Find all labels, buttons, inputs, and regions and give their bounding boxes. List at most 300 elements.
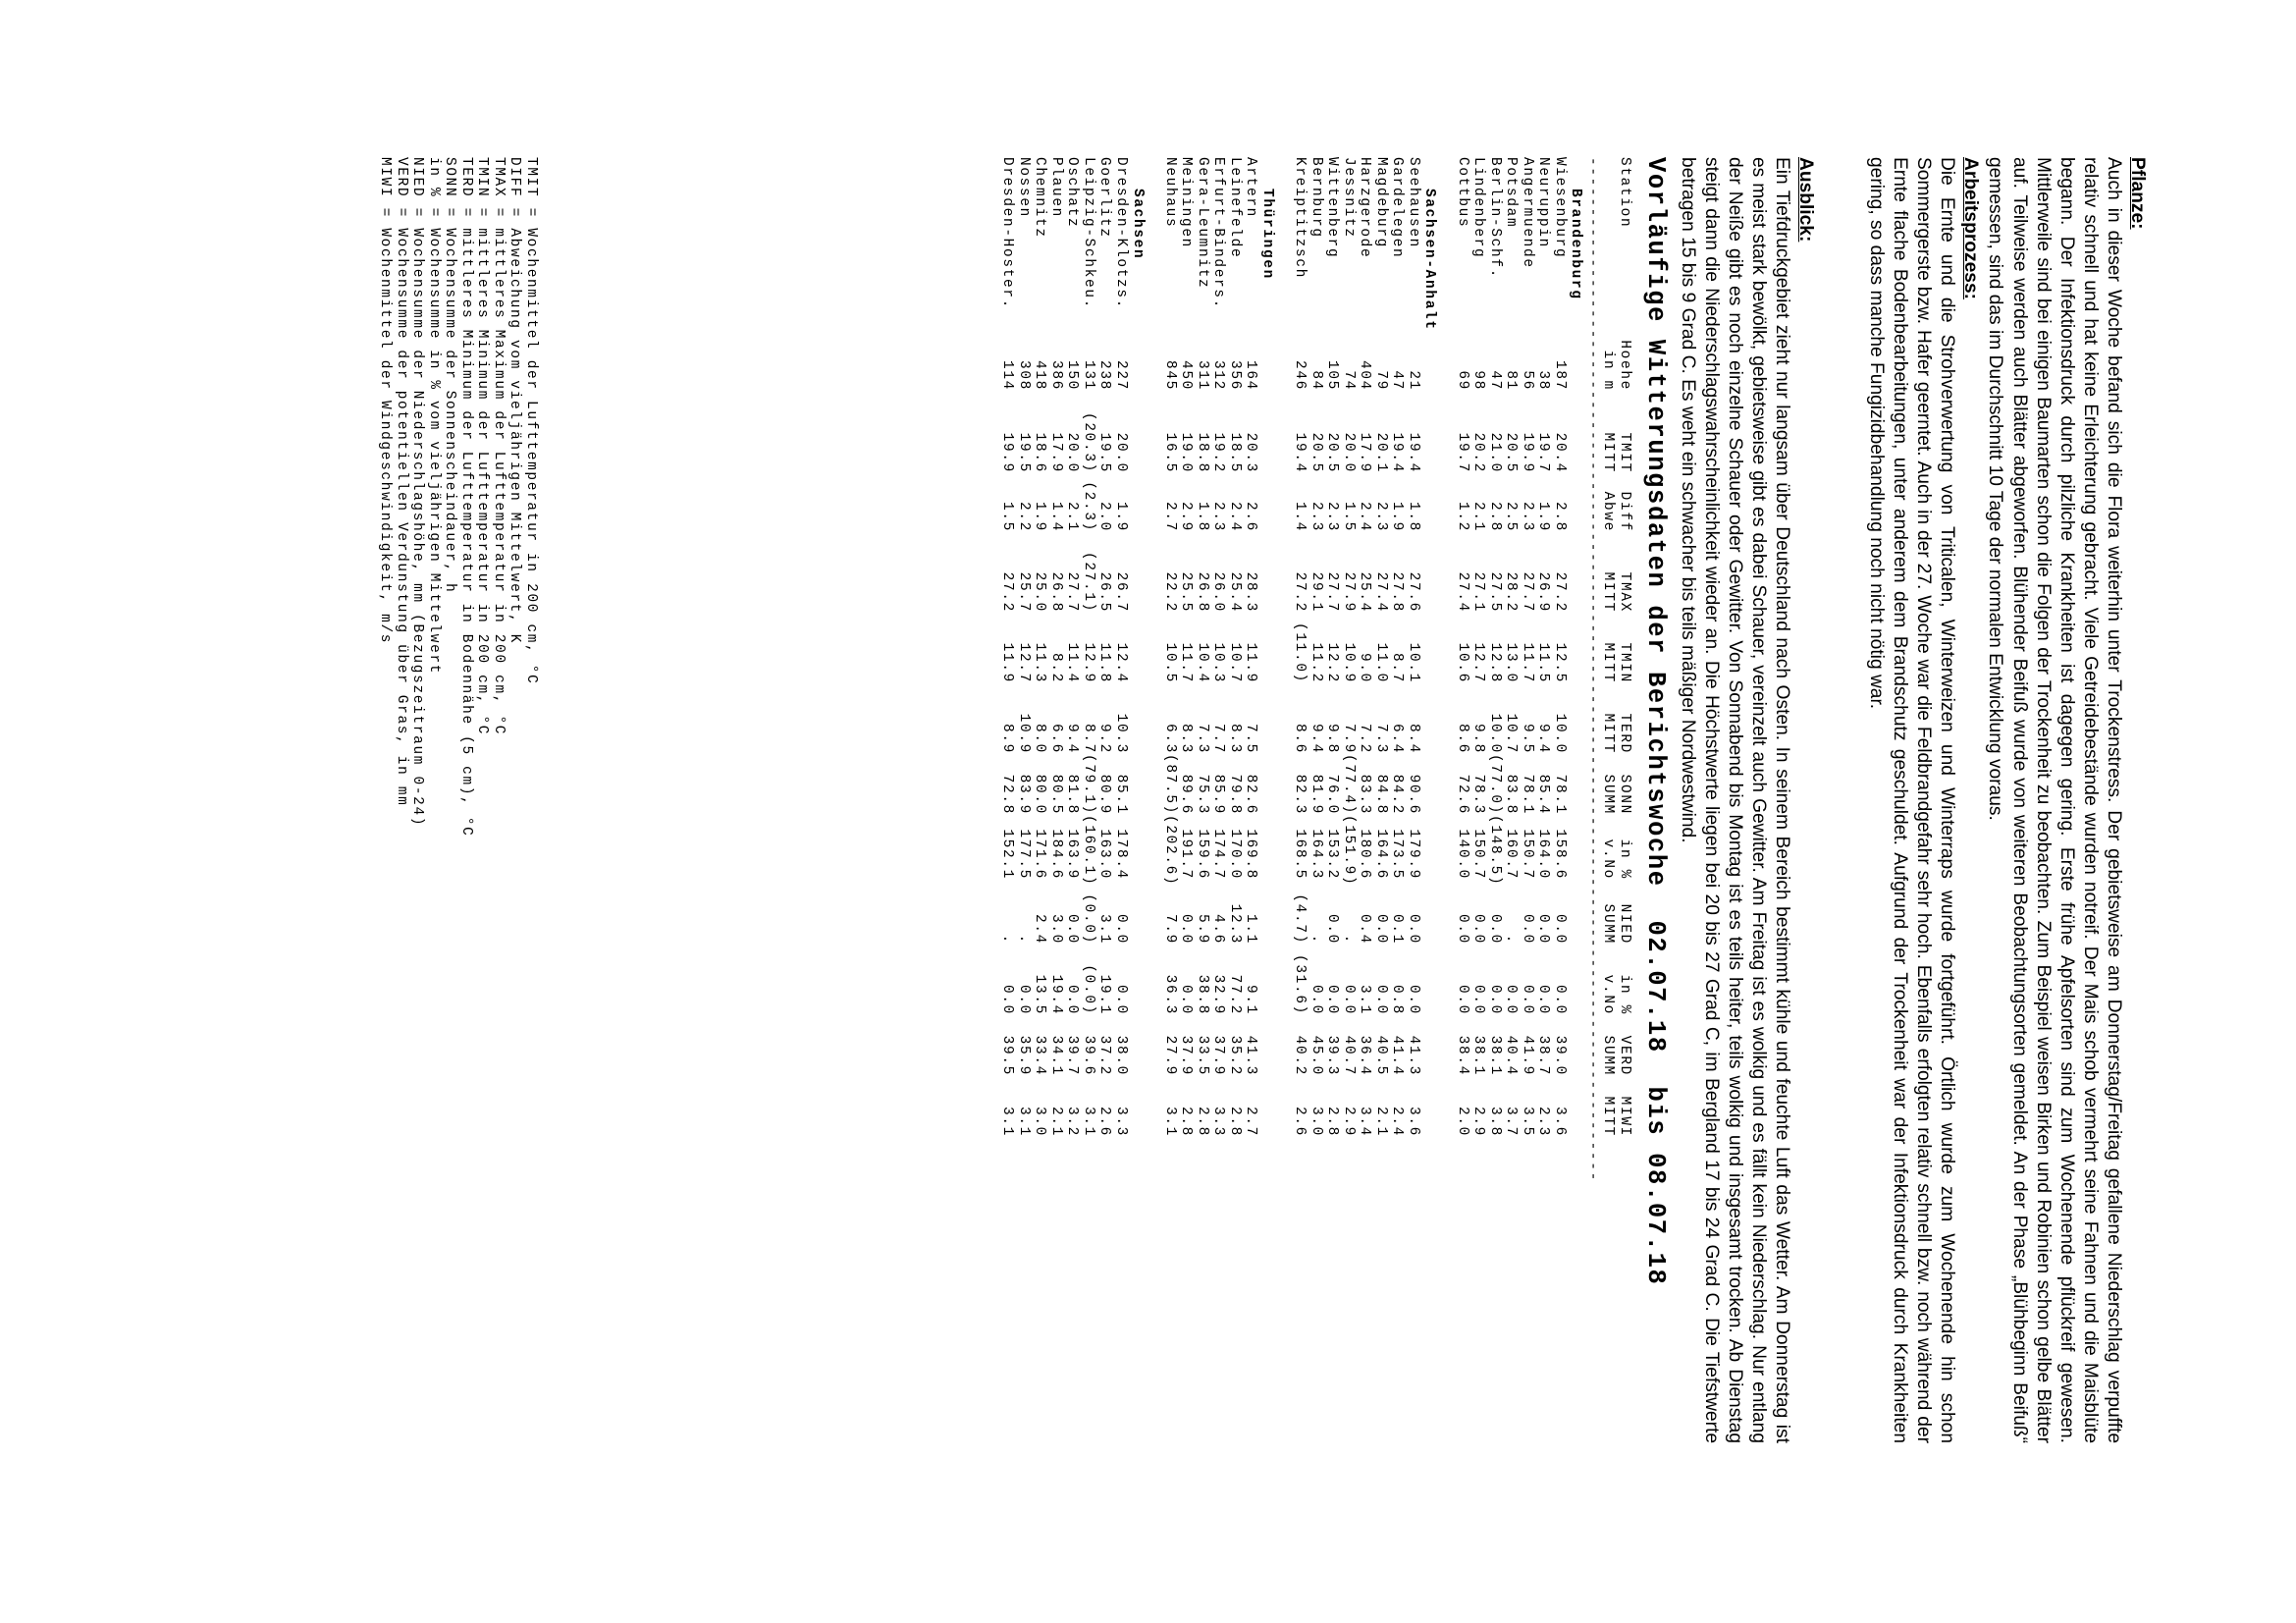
table-cell: 153.2 <box>1324 829 1341 880</box>
table-cell: 39.7 <box>1064 1035 1081 1076</box>
table-cell: in % <box>1617 839 1632 880</box>
table-cell: 40.4 <box>1503 1035 1520 1076</box>
table-cell: 7.3 <box>1194 723 1210 754</box>
table-cell: 1.8 <box>1405 501 1421 532</box>
table-cell: 81 <box>1503 370 1520 391</box>
table-cell: 2.1 <box>1470 501 1487 532</box>
table-cell: VERD <box>1617 1035 1632 1076</box>
table-cell: 16.5 <box>1161 432 1178 473</box>
table-cell: 90.6 <box>1405 774 1421 815</box>
table-row <box>1032 157 1048 1182</box>
state-heading-row <box>1129 157 1146 1182</box>
table-cell: 89.6 <box>1178 774 1195 815</box>
table-cell: Potsdam <box>1503 157 1520 229</box>
table-cell: Magdeburg <box>1372 157 1389 249</box>
table-cell: Artern <box>1243 157 1259 219</box>
table-cell: 12.9 <box>1080 642 1096 683</box>
table-cell: (151.9) <box>1340 815 1357 887</box>
table-cell: 3.1 <box>1096 913 1113 945</box>
table-cell: 0.0 <box>1486 984 1503 1015</box>
table-cell: Chemnitz <box>1032 157 1048 239</box>
table-cell: Leipzig-Schkeu. <box>1080 157 1096 310</box>
table-cell: 114 <box>999 359 1016 391</box>
table-cell: 0.0 <box>1535 913 1552 945</box>
state-heading: Sachsen-Anhalt <box>1421 189 1438 331</box>
legend-item: SONN = Wochensumme der Sonnenscheindauer, h <box>442 157 458 594</box>
table-cell: 0.0 <box>1454 984 1470 1015</box>
table-row <box>1226 157 1243 1182</box>
table-row <box>1405 157 1421 1182</box>
table-cell: 3.8 <box>1486 1106 1503 1137</box>
table-cell: 845 <box>1161 359 1178 391</box>
table-cell: 150.7 <box>1519 829 1535 880</box>
table-cell: 56 <box>1519 370 1535 391</box>
table-cell: 39.3 <box>1324 1035 1341 1076</box>
table-row <box>1080 157 1096 1182</box>
state-heading: Sachsen <box>1129 189 1146 260</box>
table-row <box>1486 157 1503 1182</box>
table-cell: 8.4 <box>1405 723 1421 754</box>
table-cell: 2.4 <box>1357 501 1373 532</box>
table-cell: Oschatz <box>1064 157 1081 229</box>
table-cell: Hoehe <box>1617 340 1632 391</box>
table-cell: 9.4 <box>1064 723 1081 754</box>
table-cell: 19.9 <box>999 432 1016 473</box>
table-cell: 0.0 <box>1178 984 1195 1015</box>
table-cell: 386 <box>1047 359 1064 391</box>
weather-data-table <box>999 157 1632 1182</box>
table-cell: 8.9 <box>999 723 1016 754</box>
table-cell: v.No <box>1600 974 1617 1015</box>
section-pflanze <box>1983 157 2149 1443</box>
table-cell: 3.1 <box>1357 984 1373 1015</box>
table-row <box>1243 157 1259 1182</box>
table-cell: 7.3 <box>1372 723 1389 754</box>
state-heading-row <box>1258 157 1275 1182</box>
table-cell: 33.5 <box>1194 1035 1210 1076</box>
table-cell: (148.5) <box>1486 815 1503 887</box>
table-cell: 12.7 <box>1470 642 1487 683</box>
table-cell: 0.0 <box>1113 984 1130 1015</box>
table-cell: 418 <box>1032 359 1048 391</box>
table-cell: 2.8 <box>1194 1106 1210 1137</box>
table-cell: 18.8 <box>1194 432 1210 473</box>
table-cell: 2.1 <box>1372 1106 1389 1137</box>
table-row <box>1047 157 1064 1182</box>
table-cell: 41.4 <box>1389 1035 1406 1076</box>
table-cell: 9.5 <box>1519 723 1535 754</box>
table-cell: MITT <box>1600 571 1617 613</box>
table-cell: 10.3 <box>1210 642 1227 683</box>
table-cell: (27.1) <box>1080 551 1096 613</box>
report-title: Vorläufige Witterungsdaten der Berichtswoche 02.07.18 bis 08.07.18 <box>1641 157 1670 1286</box>
table-cell: MITT <box>1600 1096 1617 1137</box>
table-cell: 12.7 <box>1015 642 1032 683</box>
table-cell: 47 <box>1486 370 1503 391</box>
table-cell: 20.0 <box>1340 432 1357 473</box>
table-cell: Seehausen <box>1405 157 1421 249</box>
table-cell: 9.8 <box>1324 723 1341 754</box>
table-cell: 45.0 <box>1308 1035 1324 1076</box>
table-cell: 2.3 <box>1535 1106 1552 1137</box>
table-cell: in % <box>1617 974 1632 1015</box>
table-cell: 12.5 <box>1551 642 1568 683</box>
table-cell: 27.7 <box>1064 571 1081 613</box>
table-cell: 2.9 <box>1178 501 1195 532</box>
table-cell: 0.0 <box>1064 913 1081 945</box>
table-cell: 163.9 <box>1064 829 1081 880</box>
table-cell: 80.0 <box>1032 774 1048 815</box>
table-cell: 12.3 <box>1226 903 1243 945</box>
table-cell: 10.3 <box>1113 713 1130 754</box>
table-cell: 27.4 <box>1454 571 1470 613</box>
table-cell: 41.3 <box>1405 1035 1421 1076</box>
table-cell: 312 <box>1210 359 1227 391</box>
table-cell: 3.7 <box>1503 1106 1520 1137</box>
section-heading-arbeitsprozess: Arbeitsprozess: <box>1960 157 1981 300</box>
table-cell: 0.0 <box>1340 984 1357 1015</box>
table-cell: 40.2 <box>1292 1035 1308 1076</box>
table-cell: 2.0 <box>1454 1106 1470 1137</box>
table-cell: 0.0 <box>1015 984 1032 1015</box>
table-cell: 2.6 <box>1292 1106 1308 1137</box>
table-cell: 2.8 <box>1486 501 1503 532</box>
table-cell: 38.4 <box>1454 1035 1470 1076</box>
table-cell: 0.0 <box>1470 984 1487 1015</box>
table-cell: 0.0 <box>1486 913 1503 945</box>
table-cell: 3.3 <box>1113 1106 1130 1137</box>
table-cell: 81.8 <box>1064 774 1081 815</box>
table-cell: 0.0 <box>1519 913 1535 945</box>
table-cell: 27.1 <box>1470 571 1487 613</box>
table-cell: Jessnitz <box>1340 157 1357 239</box>
table-cell: 27.2 <box>1551 571 1568 613</box>
table-cell: . <box>1503 934 1520 945</box>
table-cell: 82.3 <box>1292 774 1308 815</box>
table-cell: 356 <box>1226 359 1243 391</box>
table-cell: 1.8 <box>1194 501 1210 532</box>
table-cell: 82.6 <box>1243 774 1259 815</box>
table-cell: 13.5 <box>1032 974 1048 1015</box>
table-cell: 26.7 <box>1113 571 1130 613</box>
table-cell: 7.9 <box>1161 913 1178 945</box>
table-cell: . <box>1015 934 1032 945</box>
table-cell: 169.8 <box>1243 829 1259 880</box>
table-cell: 41.3 <box>1243 1035 1259 1076</box>
table-cell: 7.5 <box>1243 723 1259 754</box>
table-cell: SUMM <box>1600 1035 1617 1076</box>
table-cell: 2.3 <box>1324 501 1341 532</box>
table-cell: 80.5 <box>1047 774 1064 815</box>
table-cell: (0.0) <box>1080 893 1096 945</box>
table-cell: 2.1 <box>1064 501 1081 532</box>
table-cell: 81.9 <box>1308 774 1324 815</box>
table-cell: Meiningen <box>1178 157 1195 249</box>
group-gap <box>1437 157 1454 1182</box>
table-cell <box>1600 157 1617 326</box>
table-cell: 0.0 <box>1178 913 1195 945</box>
table-cell: Neuruppin <box>1535 157 1552 249</box>
table-cell: Neuhaus <box>1161 157 1178 229</box>
table-cell: 10.5 <box>1161 642 1178 683</box>
section-text-ausblick: Ein Tiefdruckgebiet zieht nur langsam über Deutschland nach Osten. In seinem Bereich bestimmt kühle und feuchte Luft das Wetter. Am Donnerstag ist es meist stark bewölkt, gebietsweise gibt es dabei Schauer, vereinzelt auch Gewitter. Am Freitag ist es wolkig und es fällt kein Niederschlag. Nur entlang der Neiße gibt es noch einzelne Schauer oder Gewitter. Von Sonnabend bis Montag ist es teils heiter, teils wolkig und insgesamt trocken. Ab Dienstag steigt dann die Niederschlagswahrscheinlichkeit wieder an. Die Höchstwerte liegen bei 20 bis 27 Grad C, im Bergland 17 bis 24 Grad C. Die Tiefstwerte betragen 15 bis 9 Grad C. Es weht ein schwacher bis teils mäßiger Nordwestwind. <box>1677 157 1792 1443</box>
table-cell: 27.8 <box>1389 571 1406 613</box>
table-cell: 33.4 <box>1032 1035 1048 1076</box>
table-cell: 2.8 <box>1551 501 1568 532</box>
table-cell: 404 <box>1357 359 1373 391</box>
table-cell: 11.8 <box>1096 642 1113 683</box>
table-cell: 6.3 <box>1161 723 1178 754</box>
table-cell: . <box>999 934 1016 945</box>
table-row <box>1503 157 1520 1182</box>
table-cell: Leinefelde <box>1226 157 1243 259</box>
table-row <box>1113 157 1130 1182</box>
table-cell: MITT <box>1600 642 1617 683</box>
table-cell: 1.1 <box>1243 913 1259 945</box>
table-cell: 2.9 <box>1340 1106 1357 1137</box>
table-cell: Gera-Leumnitz <box>1194 157 1210 290</box>
table-cell: 20.4 <box>1551 432 1568 473</box>
table-cell: 18.6 <box>1032 432 1048 473</box>
table-cell: 38.1 <box>1486 1035 1503 1076</box>
table-cell: 80.9 <box>1096 774 1113 815</box>
table-cell: Station <box>1617 157 1632 229</box>
table-row <box>1210 157 1227 1182</box>
table-cell: 6.4 <box>1389 723 1406 754</box>
table-cell: 11.9 <box>1243 642 1259 683</box>
table-cell: 0.0 <box>1551 984 1568 1015</box>
table-cell: TMIN <box>1617 642 1632 683</box>
table-cell: 164.3 <box>1308 829 1324 880</box>
table-cell: 12.2 <box>1324 642 1341 683</box>
table-cell: (4.7) <box>1292 893 1308 945</box>
table-cell: 238 <box>1096 359 1113 391</box>
legend-item: TERD = mittleres Minimum der Lufttemperatur in Bodennähe (5 cm), °C <box>457 157 474 838</box>
table-cell: TMAX <box>1617 571 1632 613</box>
table-cell: 38.8 <box>1194 974 1210 1015</box>
table-cell: MIWI <box>1617 1096 1632 1137</box>
table-cell: 164.6 <box>1372 829 1389 880</box>
table-cell: 20.1 <box>1372 432 1389 473</box>
group-gap <box>1275 157 1292 1182</box>
table-cell: 20.0 <box>1064 432 1081 473</box>
table-cell: (2.3) <box>1080 481 1096 532</box>
table-cell: 27.2 <box>999 571 1016 613</box>
state-heading: Thüringen <box>1258 189 1275 281</box>
table-cell: (0.0) <box>1080 964 1096 1015</box>
table-cell: 2.3 <box>1372 501 1389 532</box>
table-row <box>1357 157 1373 1182</box>
table-row <box>1194 157 1210 1182</box>
table-cell: SUMM <box>1600 774 1617 815</box>
table-cell: 11.5 <box>1535 642 1552 683</box>
state-heading-row <box>1421 157 1438 1182</box>
table-row <box>1389 157 1406 1182</box>
table-cell: 2.4 <box>1226 501 1243 532</box>
table-cell: 191.7 <box>1178 829 1195 880</box>
table-cell: 84.8 <box>1372 774 1389 815</box>
table-cell: 39.0 <box>1551 1035 1568 1076</box>
table-row <box>1015 157 1032 1182</box>
table-cell: 8.0 <box>1032 723 1048 754</box>
table-cell: 164 <box>1243 359 1259 391</box>
table-cell: 10.9 <box>1340 642 1357 683</box>
table-cell: 8.2 <box>1047 652 1064 683</box>
table-cell: 20.5 <box>1324 432 1341 473</box>
table-cell: 10.7 <box>1226 642 1243 683</box>
table-cell: 9.2 <box>1096 723 1113 754</box>
table-cell: 0.0 <box>1308 984 1324 1015</box>
table-cell: 20.0 <box>1113 432 1130 473</box>
table-cell: 25.7 <box>1015 571 1032 613</box>
table-cell: 27.7 <box>1519 571 1535 613</box>
table-cell: 9.4 <box>1535 723 1552 754</box>
table-cell: 19.4 <box>1389 432 1406 473</box>
table-cell: 0.0 <box>1551 913 1568 945</box>
table-cell: 85.9 <box>1210 774 1227 815</box>
table-row <box>1161 157 1178 1182</box>
table-cell: 0.0 <box>1372 913 1389 945</box>
table-cell: 84 <box>1308 370 1324 391</box>
table-cell: 27.9 <box>1340 571 1357 613</box>
legend-item: NIED = Wochensumme der Niederschlagshöhe, mm (Bezugszeitraum 0-24) <box>409 157 426 828</box>
table-cell: 0.0 <box>1535 984 1552 1015</box>
table-cell: 11.2 <box>1308 642 1324 683</box>
abbreviation-legend <box>377 157 539 838</box>
table-cell: 10.6 <box>1454 642 1470 683</box>
table-cell: 2.9 <box>1470 1106 1487 1137</box>
table-cell: 10.0 <box>1486 713 1503 754</box>
legend-item: in % = Wochensumme in % vom vieljährigen Mittelwert <box>425 157 442 676</box>
table-cell: 1.9 <box>1032 501 1048 532</box>
section-heading-pflanze: Pflanze: <box>2127 157 2148 230</box>
table-cell: Wittenberg <box>1324 157 1341 259</box>
table-cell: 18.5 <box>1226 432 1243 473</box>
table-cell: MITT <box>1600 713 1617 754</box>
table-cell: TMIT <box>1617 432 1632 473</box>
table-cell: Angermuende <box>1519 157 1535 269</box>
legend-item: TMIN = mittleres Minimum der Lufttemperatur in 200 cm, °C <box>474 157 491 736</box>
table-cell: 3.6 <box>1405 1106 1421 1137</box>
table-cell: 0.0 <box>1519 984 1535 1015</box>
table-cell: Abwe <box>1600 491 1617 532</box>
table-cell: 26.0 <box>1210 571 1227 613</box>
table-cell: 3.2 <box>1064 1106 1081 1137</box>
table-cell: MITT <box>1600 432 1617 473</box>
table-cell: 25.5 <box>1178 571 1195 613</box>
table-cell: 26.8 <box>1194 571 1210 613</box>
table-cell: 28.2 <box>1503 571 1520 613</box>
table-cell: 32.9 <box>1210 974 1227 1015</box>
table-cell: 10.1 <box>1405 642 1421 683</box>
table-cell: 3.6 <box>1551 1106 1568 1137</box>
table-cell: 19.2 <box>1210 432 1227 473</box>
table-cell: 37.2 <box>1096 1035 1113 1076</box>
table-cell: (77.0) <box>1486 754 1503 816</box>
state-heading-row <box>1568 157 1584 1182</box>
table-cell: TERD <box>1617 713 1632 754</box>
table-cell: 85.1 <box>1113 774 1130 815</box>
table-cell: 72.6 <box>1454 774 1470 815</box>
table-cell: 21 <box>1405 370 1421 391</box>
table-cell: 2.1 <box>1047 1106 1064 1137</box>
table-cell: Gardelegen <box>1389 157 1406 259</box>
table-cell: 75.3 <box>1194 774 1210 815</box>
table-cell: 0.0 <box>1454 913 1470 945</box>
table-cell: 2.8 <box>1324 1106 1341 1137</box>
table-cell: 9.4 <box>1308 723 1324 754</box>
table-cell: 39.6 <box>1080 1035 1096 1076</box>
table-cell: 2.8 <box>1226 1106 1243 1137</box>
table-cell: 21.0 <box>1486 432 1503 473</box>
table-cell: 19.7 <box>1535 432 1552 473</box>
table-cell: 25.4 <box>1226 571 1243 613</box>
table-cell: 38.1 <box>1470 1035 1487 1076</box>
table-cell: 8.7 <box>1389 652 1406 683</box>
table-cell: 3.4 <box>1357 1106 1373 1137</box>
table-cell: Dresden-Hoster. <box>999 157 1016 310</box>
table-cell: 2.7 <box>1161 501 1178 532</box>
table-cell: 8.6 <box>1292 723 1308 754</box>
table-cell: 27.4 <box>1372 571 1389 613</box>
legend-item: VERD = Wochensumme der potentiellen Verdunstung über Gras, in mm <box>393 157 409 807</box>
table-cell: 38 <box>1535 370 1552 391</box>
table-cell: Berlin-Schf. <box>1486 157 1503 280</box>
table-cell: 2.0 <box>1096 501 1113 532</box>
table-cell: (20.3) <box>1080 411 1096 473</box>
table-cell: 13.0 <box>1503 642 1520 683</box>
table-cell: Diff <box>1617 491 1632 532</box>
table-cell: 187 <box>1551 359 1568 391</box>
table-cell: 179.9 <box>1405 829 1421 880</box>
table-cell: 26.5 <box>1096 571 1113 613</box>
table-cell: 27.6 <box>1405 571 1421 613</box>
section-ausblick <box>1675 157 1817 1443</box>
table-cell: 19.7 <box>1454 432 1470 473</box>
table-cell: 2.2 <box>1015 501 1032 532</box>
table-cell: 150.7 <box>1470 829 1487 880</box>
table-cell: 0.0 <box>1405 913 1421 945</box>
table-cell: 35.9 <box>1015 1035 1032 1076</box>
table-cell: 150 <box>1064 359 1081 391</box>
table-cell: 74 <box>1340 370 1357 391</box>
table-cell: 10.4 <box>1194 642 1210 683</box>
table-cell: 20.2 <box>1470 432 1487 473</box>
table-cell: SONN <box>1617 774 1632 815</box>
table-cell: 159.6 <box>1194 829 1210 880</box>
table-cell: 140.0 <box>1454 829 1470 880</box>
table-cell: 7.9 <box>1340 723 1357 754</box>
table-cell: 17.9 <box>1047 432 1064 473</box>
table-cell: 105 <box>1324 359 1341 391</box>
table-cell: 25.0 <box>1032 571 1048 613</box>
table-cell: 2.4 <box>1389 1106 1406 1137</box>
table-cell: 3.0 <box>1032 1106 1048 1137</box>
table-cell: Wiesenburg <box>1551 157 1568 259</box>
table-cell: 3.5 <box>1519 1106 1535 1137</box>
table-cell: (11.0) <box>1292 622 1308 683</box>
table-cell: 28.3 <box>1243 571 1259 613</box>
section-arbeitsprozess <box>1864 157 1982 1443</box>
table-row <box>1308 157 1324 1182</box>
table-row <box>1324 157 1341 1182</box>
table-cell: 160.7 <box>1503 829 1520 880</box>
table-cell: 6.6 <box>1047 723 1064 754</box>
table-cell: 0.0 <box>1324 984 1341 1015</box>
table-cell: Erfurt-Binders. <box>1210 157 1227 310</box>
table-cell: 1.9 <box>1389 501 1406 532</box>
table-cell: Kreiptitzsch <box>1292 157 1308 280</box>
